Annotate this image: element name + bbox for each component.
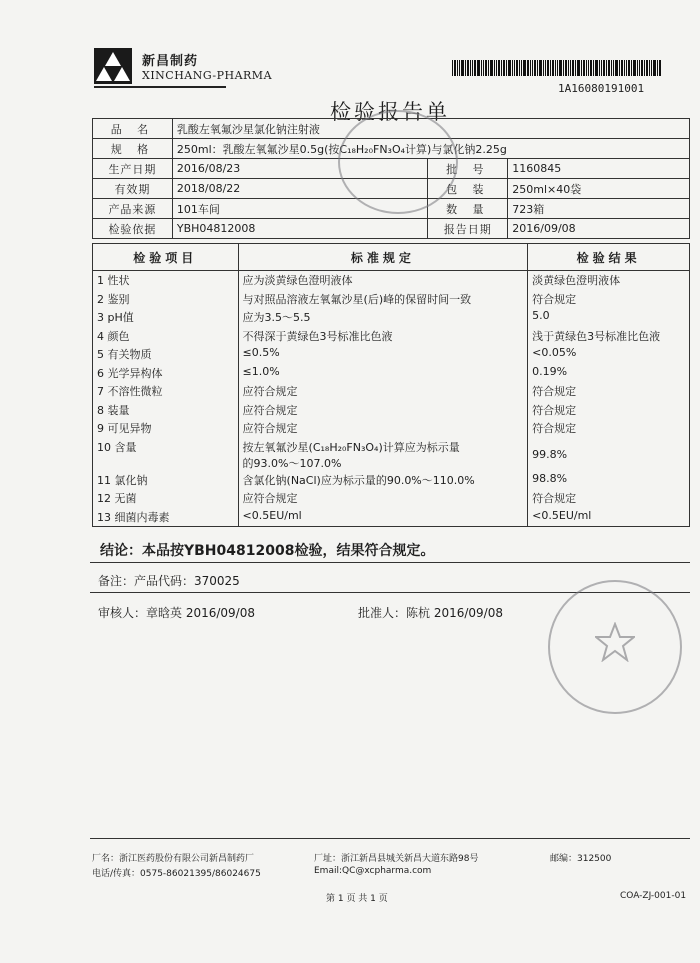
report-date-label: 报告日期 <box>428 219 508 239</box>
test-item: 6 光学异构体 <box>93 364 239 383</box>
footer-postcode: 邮编：312500 <box>550 854 612 864</box>
company-logo-icon <box>94 48 132 84</box>
test-standard: 应符合规定 <box>238 382 528 401</box>
brand-divider <box>94 86 226 88</box>
test-item: 1 性状 <box>93 271 239 290</box>
test-standard: ≤0.5% <box>238 345 528 364</box>
quantity-value: 723箱 <box>508 199 690 219</box>
basis-label: 检验依据 <box>93 219 173 239</box>
quality-dept-seal-icon <box>548 580 682 714</box>
production-date-value: 2016/08/23 <box>172 159 427 179</box>
test-item: 11 氯化钠 <box>93 471 239 490</box>
test-item: 3 pH值 <box>93 308 239 327</box>
table-row <box>93 271 690 290</box>
test-result: 符合规定 <box>528 401 690 420</box>
test-results-table <box>92 243 690 527</box>
test-standard: 与对照品溶液左氧氟沙星(后)峰的保留时间一致 <box>238 290 528 309</box>
test-standard <box>238 438 528 471</box>
test-result: 98.8% <box>528 471 690 490</box>
table-row <box>93 508 690 527</box>
footer-email: Email:QC@xcpharma.com <box>314 866 432 876</box>
test-result: 符合规定 <box>528 489 690 508</box>
header-result: 检验结果 <box>528 244 690 271</box>
approver: 批准人：陈杭 2016/09/08 <box>358 606 503 620</box>
footer-divider <box>90 838 690 839</box>
product-value: 乳酸左氧氟沙星氯化钠注射液 <box>172 119 689 139</box>
test-standard-line: 按左氧氟沙星(C₁₈H₂₀FN₃O₄)计算应为标示量 <box>242 440 460 454</box>
table-row <box>93 327 690 346</box>
batch-label: 批 号 <box>428 159 508 179</box>
source-value: 101车间 <box>172 199 427 219</box>
footer-page: 第 1 页 共 1 页 <box>326 894 388 904</box>
footer-factory: 厂名：浙江医药股份有限公司新昌制药厂 <box>92 854 255 864</box>
test-item: 9 可见异物 <box>93 419 239 438</box>
test-result: 淡黄绿色澄明液体 <box>528 271 690 290</box>
test-standard-line: 的93.0%～107.0% <box>242 456 342 470</box>
test-result: 浅于黄绿色3号标准比色液 <box>528 327 690 346</box>
test-item: 5 有关物质 <box>93 345 239 364</box>
package-value: 250ml×40袋 <box>508 179 690 199</box>
table-row <box>93 419 690 438</box>
test-standard: 应符合规定 <box>238 401 528 420</box>
inspection-seal-icon <box>338 110 458 214</box>
page-title: 检验报告单 <box>330 100 450 124</box>
report-date-value: 2016/09/08 <box>508 219 690 239</box>
test-result: <0.05% <box>528 345 690 364</box>
brand-name-cn: 新昌制药 <box>142 54 199 69</box>
expiry-label: 有效期 <box>93 179 173 199</box>
test-standard: 应为3.5～5.5 <box>238 308 528 327</box>
test-item: 7 不溶性微粒 <box>93 382 239 401</box>
table-row <box>93 489 690 508</box>
header-item: 检验项目 <box>93 244 239 271</box>
test-standard: 不得深于黄绿色3号标准比色液 <box>238 327 528 346</box>
table-row <box>93 308 690 327</box>
test-standard: <0.5EU/ml <box>238 508 528 527</box>
table-row <box>93 382 690 401</box>
test-item: 10 含量 <box>93 438 239 471</box>
spec-label: 规 格 <box>93 139 173 159</box>
barcode-icon <box>452 60 690 76</box>
footer-phone: 电话/传真：0575-86021395/86024675 <box>92 869 261 879</box>
package-label: 包 装 <box>428 179 508 199</box>
test-result: <0.5EU/ml <box>528 508 690 527</box>
test-result: 符合规定 <box>528 382 690 401</box>
test-result: 0.19% <box>528 364 690 383</box>
remark: 备注：产品代码：370025 <box>98 574 240 588</box>
test-result: 符合规定 <box>528 290 690 309</box>
source-label: 产品来源 <box>93 199 173 219</box>
table-row <box>93 401 690 420</box>
table-row <box>93 438 690 471</box>
test-standard: 含氯化钠(NaCl)应为标示量的90.0%～110.0% <box>238 471 528 490</box>
reviewer: 审核人：章晗英 2016/09/08 <box>98 606 255 620</box>
table-row <box>93 471 690 490</box>
brand-name-en: XINCHANG-PHARMA <box>142 69 273 82</box>
divider <box>90 562 690 563</box>
footer-form-code: COA-ZJ-001-01 <box>620 891 687 901</box>
test-result: 99.8% <box>528 438 690 471</box>
conclusion: 结论：本品按YBH04812008检验，结果符合规定。 <box>100 543 435 559</box>
test-item: 12 无菌 <box>93 489 239 508</box>
footer-address: 厂址：浙江新昌县城关新昌大道东路98号 <box>314 854 479 864</box>
test-item: 4 颜色 <box>93 327 239 346</box>
batch-value: 1160845 <box>508 159 690 179</box>
test-item: 13 细菌内毒素 <box>93 508 239 527</box>
test-standard: 应符合规定 <box>238 419 528 438</box>
header-standard: 标准规定 <box>238 244 528 271</box>
production-date-label: 生产日期 <box>93 159 173 179</box>
test-item: 8 装量 <box>93 401 239 420</box>
barcode-number: 1A16080191001 <box>558 82 645 95</box>
test-standard: 应符合规定 <box>238 489 528 508</box>
spec-value: 250ml：乳酸左氧氟沙星0.5g(按C₁₈H₂₀FN₃O₄计算)与氯化钠2.25g <box>172 139 689 159</box>
table-row <box>93 290 690 309</box>
table-row <box>93 345 690 364</box>
test-item: 2 鉴别 <box>93 290 239 309</box>
product-label: 品 名 <box>93 119 173 139</box>
test-standard: 应为淡黄绿色澄明液体 <box>238 271 528 290</box>
table-row <box>93 364 690 383</box>
test-standard: ≤1.0% <box>238 364 528 383</box>
test-result: 5.0 <box>528 308 690 327</box>
quantity-label: 数 量 <box>428 199 508 219</box>
test-result: 符合规定 <box>528 419 690 438</box>
expiry-value: 2018/08/22 <box>172 179 427 199</box>
basis-value: YBH04812008 <box>172 219 427 239</box>
